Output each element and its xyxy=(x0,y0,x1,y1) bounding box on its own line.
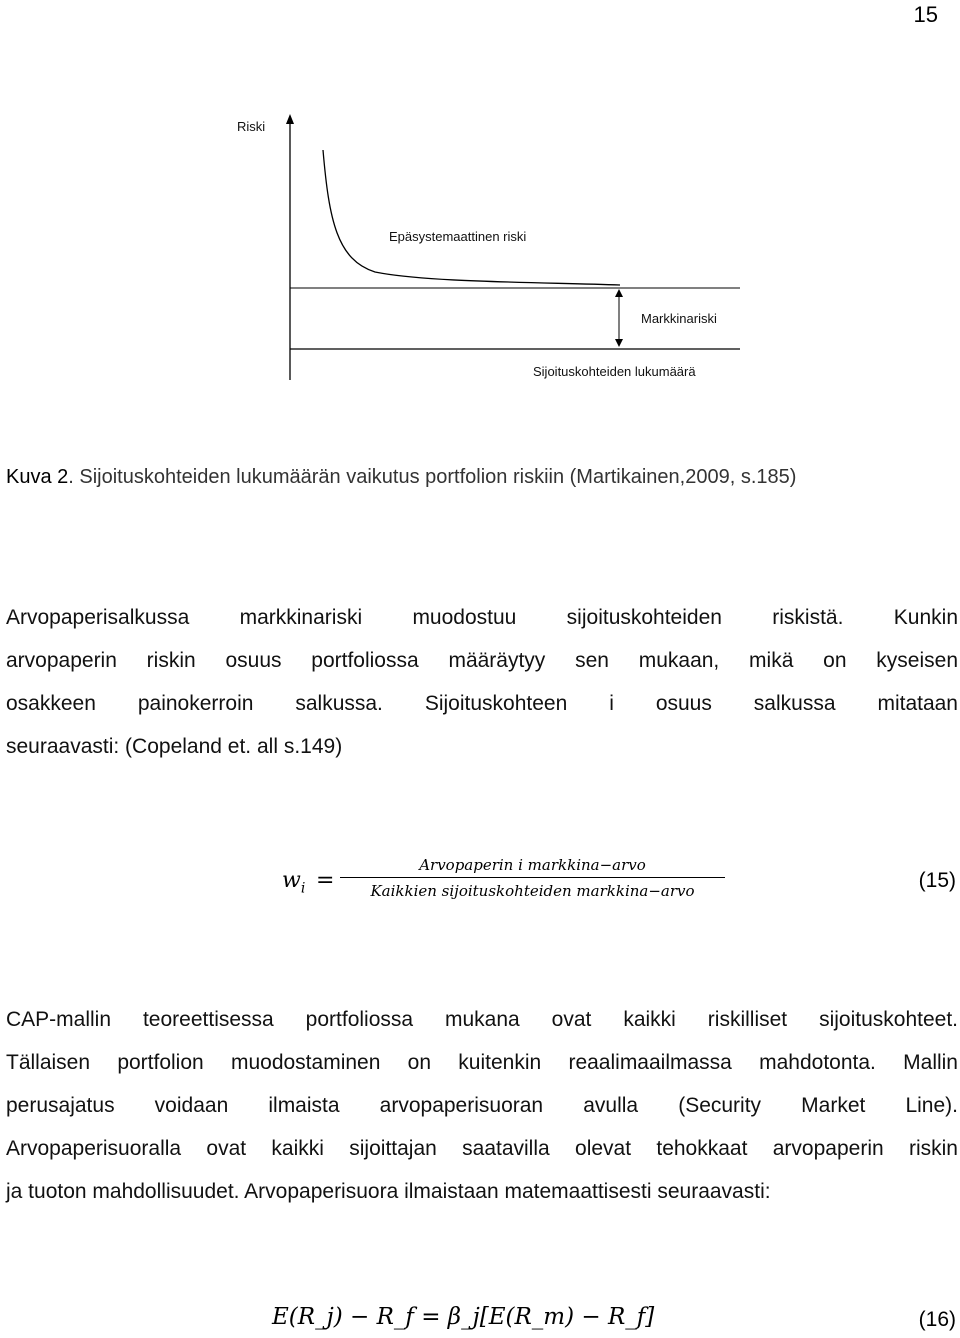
equation-15 xyxy=(280,852,960,912)
equation-16 xyxy=(272,1300,960,1338)
paragraph-2-line: Tällaisen portfolion muodostaminen on kuitenkin reaalimaailmassa mahdotonta. Mallin xyxy=(6,1051,958,1074)
caption-lead: Kuva 2 xyxy=(6,466,69,488)
risk-diversification-figure xyxy=(225,110,745,385)
paragraph-1-line: Arvopaperisalkussa markkinariski muodostuu sijoituskohteiden riskistä. Kunkin xyxy=(6,606,958,629)
fraction-denominator: Kaikkien sijoituskohteiden markkina−arvo xyxy=(370,882,695,900)
paragraph-2-line: Arvopaperisuoralla ovat kaikki sijoittajan saatavilla olevat tehokkaat arvopaperin riskin xyxy=(6,1137,958,1160)
page-number: 15 xyxy=(913,2,938,27)
y-axis-label: Riski xyxy=(237,119,266,134)
paragraph-2-line: CAP-mallin teoreettisessa portfoliossa mukana ovat kaikki riskilliset sijoituskohteet. xyxy=(6,1008,958,1031)
weight-symbol: w xyxy=(282,868,301,893)
paragraph-2-line: perusajatus voidaan ilmaista arvopaperisuoran avulla (Security Market Line). xyxy=(6,1094,958,1117)
paragraph-1 xyxy=(6,596,958,768)
equation-15-lhs xyxy=(282,868,305,896)
equation-16-number: (16) xyxy=(918,1308,956,1331)
equals-sign: = xyxy=(316,868,335,893)
sml-equation: E(R_j) − R_f = β_j[E(R_m) − R_f] xyxy=(272,1304,655,1330)
arrow-head-up xyxy=(615,289,623,297)
figure-caption xyxy=(6,460,954,495)
caption-text: . Sijoituskohteiden lukumäärän vaikutus portfolion riskiin (Martikainen,2009, s.185) xyxy=(68,466,797,488)
equation-15-number: (15) xyxy=(918,869,956,892)
paragraph-1-line: osakkeen painokerroin salkussa. Sijoituskohteen i osuus salkussa mitataan xyxy=(6,692,958,715)
y-axis-arrow xyxy=(286,114,294,124)
risk-diagram xyxy=(225,110,745,385)
fraction xyxy=(340,856,725,900)
paragraph-1-line: arvopaperin riskin osuus portfoliossa määräytyy sen mukaan, mikä on kyseisen xyxy=(6,649,958,672)
fraction-numerator: Arvopaperin i markkina−arvo xyxy=(419,856,646,874)
weight-subscript: i xyxy=(300,880,306,897)
paragraph-2 xyxy=(6,998,958,1213)
x-axis-label: Sijoituskohteiden lukumäärä xyxy=(533,364,696,379)
market-risk-label: Markkinariski xyxy=(641,311,717,326)
paragraph-2-line: ja tuoton mahdollisuudet. Arvopaperisuora ilmaistaan matemaattisesti seuraavasti: xyxy=(6,1180,771,1203)
unsystematic-risk-curve xyxy=(323,150,620,285)
paragraph-1-line: seuraavasti: (Copeland et. all s.149) xyxy=(6,735,343,758)
curve-label: Epäsystemaattinen riski xyxy=(389,229,527,244)
arrow-head-down xyxy=(615,339,623,347)
